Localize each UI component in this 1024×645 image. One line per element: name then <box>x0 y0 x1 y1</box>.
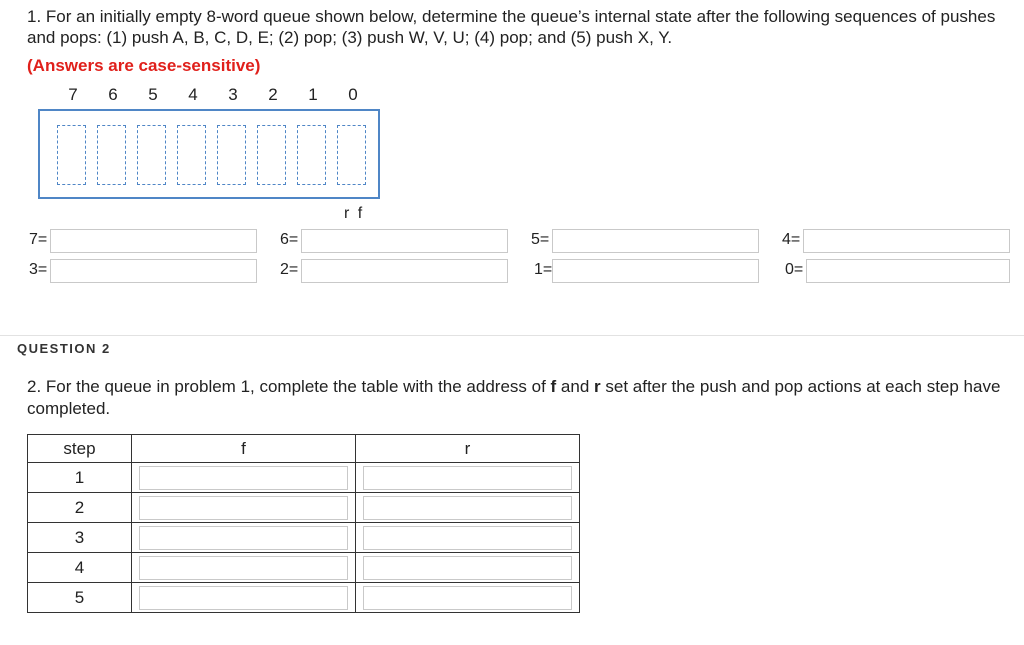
queue-slot <box>297 125 326 185</box>
answer-field-4[interactable] <box>803 229 1010 253</box>
field-label-0: 0= <box>785 261 804 278</box>
r-address-input[interactable] <box>363 466 572 490</box>
column-header-r: r <box>356 435 580 463</box>
field-label-2: 2= <box>280 261 299 278</box>
answer-field-6[interactable] <box>301 229 508 253</box>
case-sensitive-note: (Answers are case-sensitive) <box>27 56 261 75</box>
queue-index: 1 <box>308 85 318 104</box>
queue-index: 5 <box>148 85 158 104</box>
table-row <box>28 583 580 613</box>
section-divider <box>0 335 1024 336</box>
table-row <box>28 493 580 523</box>
queue-slot <box>337 125 366 185</box>
f-address-input[interactable] <box>139 586 348 610</box>
r-address-input[interactable] <box>363 496 572 520</box>
field-label-5: 5= <box>531 231 550 248</box>
queue-slot <box>97 125 126 185</box>
queue-index: 4 <box>188 85 198 104</box>
r-address-input[interactable] <box>363 556 572 580</box>
queue-index: 3 <box>228 85 238 104</box>
queue-slot <box>217 125 246 185</box>
step-number: 4 <box>28 553 132 583</box>
column-header-step: step <box>28 435 132 463</box>
question-2-text-part: set after the push and pop actions at each step have completed. <box>27 377 1001 418</box>
table-row <box>28 523 580 553</box>
queue-index: 6 <box>108 85 118 104</box>
column-header-f: f <box>132 435 356 463</box>
f-address-input[interactable] <box>139 526 348 550</box>
queue-diagram <box>38 109 380 199</box>
step-number: 5 <box>28 583 132 613</box>
queue-index: 2 <box>268 85 278 104</box>
answer-field-2[interactable] <box>301 259 508 283</box>
table-row <box>28 553 580 583</box>
f-address-input[interactable] <box>139 496 348 520</box>
f-bold-text: f <box>550 377 557 396</box>
queue-slot <box>137 125 166 185</box>
field-label-1: 1= <box>534 261 553 278</box>
answer-field-5[interactable] <box>552 229 759 253</box>
question-1-text: 1. For an initially empty 8-word queue shown below, determine the queue’s internal state after the following sequences of pushes and pops: (1) push A, B, C, D, E; (2) pop; (3) push W, V, U; (4) pop; and (5) push X, Y. <box>27 7 996 47</box>
rear-front-pointer-label: r f <box>344 205 365 222</box>
field-label-6: 6= <box>280 231 299 248</box>
step-address-table <box>27 434 580 613</box>
queue-index: 0 <box>348 85 358 104</box>
table-header-row <box>28 435 580 463</box>
answer-field-3[interactable] <box>50 259 257 283</box>
answer-field-0[interactable] <box>806 259 1010 283</box>
field-label-7: 7= <box>29 231 48 248</box>
question-2-text-part: 2. For the queue in problem 1, complete the table with the address of <box>27 377 551 396</box>
queue-index: 7 <box>68 85 78 104</box>
queue-slot <box>257 125 286 185</box>
field-label-4: 4= <box>782 231 801 248</box>
question-2-text <box>27 376 1012 420</box>
question-2-header: QUESTION 2 <box>17 341 111 356</box>
table-row <box>28 463 580 493</box>
step-number: 3 <box>28 523 132 553</box>
field-label-3: 3= <box>29 261 48 278</box>
step-number: 2 <box>28 493 132 523</box>
f-address-input[interactable] <box>139 466 348 490</box>
question-2-text-part: and <box>556 377 595 396</box>
answer-field-7[interactable] <box>50 229 257 253</box>
queue-slot <box>177 125 206 185</box>
f-address-input[interactable] <box>139 556 348 580</box>
r-address-input[interactable] <box>363 526 572 550</box>
step-number: 1 <box>28 463 132 493</box>
r-bold-text: r <box>594 377 601 396</box>
queue-slot <box>57 125 86 185</box>
answer-field-1[interactable] <box>552 259 759 283</box>
r-address-input[interactable] <box>363 586 572 610</box>
